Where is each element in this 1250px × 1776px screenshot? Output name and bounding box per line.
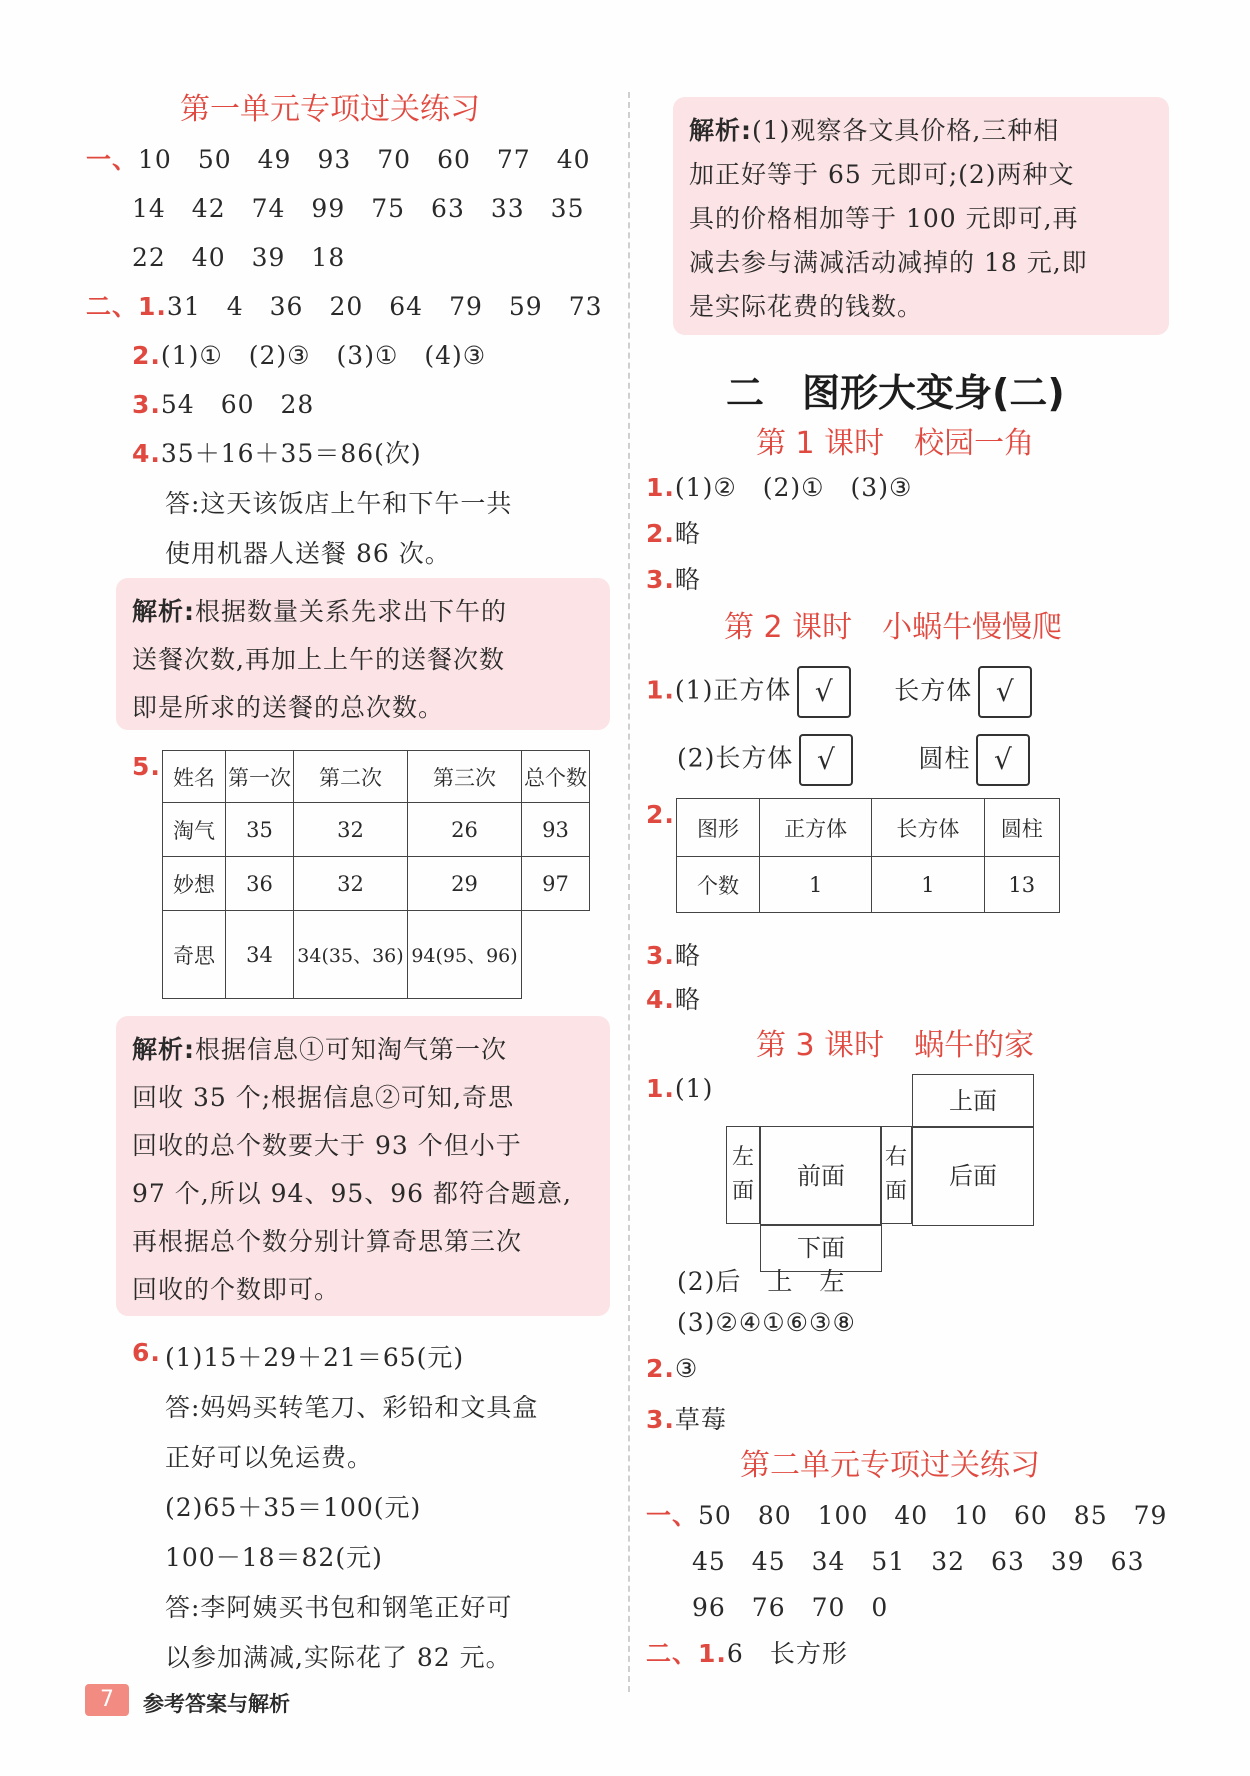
section1-line1: 一、10 50 49 93 70 60 77 40 <box>86 145 591 174</box>
unit2-title: 第二单元专项过关练习 <box>740 1448 1040 1483</box>
section1-line2: 14 42 74 99 75 63 33 35 <box>132 194 585 223</box>
net-front-face: 前面 <box>760 1126 882 1226</box>
chapter-title: 二 图形大变身(二) <box>726 371 1065 415</box>
q4-answer-line2: 使用机器人送餐 86 次。 <box>165 539 451 568</box>
unit1-title: 第一单元专项过关练习 <box>180 92 480 127</box>
section2-q2: 2.(1)① (2)③ (3)① (4)③ <box>132 341 487 370</box>
checkbox-cube: √ <box>797 666 851 718</box>
checkbox-cuboid: √ <box>978 666 1032 718</box>
checkbox-cuboid-2: √ <box>799 734 853 786</box>
l2-q1-row1: 1.(1)正方体 √ 长方体 √ <box>646 666 1032 718</box>
lesson3-title: 第 3 课时 蜗牛的家 <box>756 1028 1035 1063</box>
l2-q1-row2: (2)长方体 √ 圆柱 √ <box>677 734 1030 786</box>
table-row: 个数 1 1 13 <box>677 857 1060 913</box>
recycle-table: 姓名 第一次 第二次 第三次 总个数 淘气 35 32 26 93 妙想 36 32 29 97 奇思 34 34(35、36) 94(95、96) <box>162 750 590 999</box>
section2-q3: 3.54 60 28 <box>132 390 315 419</box>
page-number: 7 <box>85 1684 129 1716</box>
analysis-box-1: 解析:根据数量关系先求出下午的 送餐次数,再加上上午的送餐次数 即是所求的送餐的总次数。 <box>116 578 610 730</box>
shape-count-table: 图形 正方体 长方体 圆柱 个数 1 1 13 <box>676 798 1060 913</box>
checkbox-cylinder: √ <box>976 734 1030 786</box>
analysis-box-2: 解析:根据信息①可知淘气第一次 回收 35 个;根据信息②可知,奇思 回收的总个数要大于 93 个但小于 97 个,所以 94、95、96 都符合题意, 再根据总个数分别计算奇思第三次 回收的个数即可。 <box>116 1016 610 1316</box>
q4-answer-line1: 答:这天该饭店上午和下午一共 <box>165 489 513 518</box>
net-top-face: 上面 <box>912 1074 1034 1128</box>
section1-line3: 22 40 39 18 <box>132 243 346 272</box>
net-right-face: 右面 <box>880 1126 912 1224</box>
table-row: 妙想 36 32 29 97 <box>163 857 590 911</box>
net-left-face: 左面 <box>726 1126 760 1224</box>
table-row: 淘气 35 32 26 93 <box>163 803 590 857</box>
table-row: 奇思 34 34(35、36) 94(95、96) <box>163 911 590 999</box>
lesson2-title: 第 2 课时 小蜗牛慢慢爬 <box>724 610 1063 645</box>
section2-q1: 二、1.31 4 36 20 64 79 59 73 <box>86 292 603 321</box>
q5-number: 5. <box>132 752 161 781</box>
net-back-face: 后面 <box>912 1126 1034 1226</box>
lesson1-title: 第 1 课时 校园一角 <box>756 426 1035 461</box>
column-divider <box>628 92 630 1692</box>
footer-label: 参考答案与解析 <box>143 1692 290 1716</box>
analysis-box-3: 解析:(1)观察各文具价格,三种相 加正好等于 65 元即可;(2)两种文 具的价格相加等于 100 元即可,再 减去参与满减活动减掉的 18 元,即 是实际花费的钱数。 <box>673 97 1169 335</box>
net-bottom-face: 下面 <box>760 1224 882 1272</box>
q6-number: 6. <box>132 1338 161 1367</box>
section2-q4: 4.35＋16＋35＝86(次) <box>132 439 422 468</box>
